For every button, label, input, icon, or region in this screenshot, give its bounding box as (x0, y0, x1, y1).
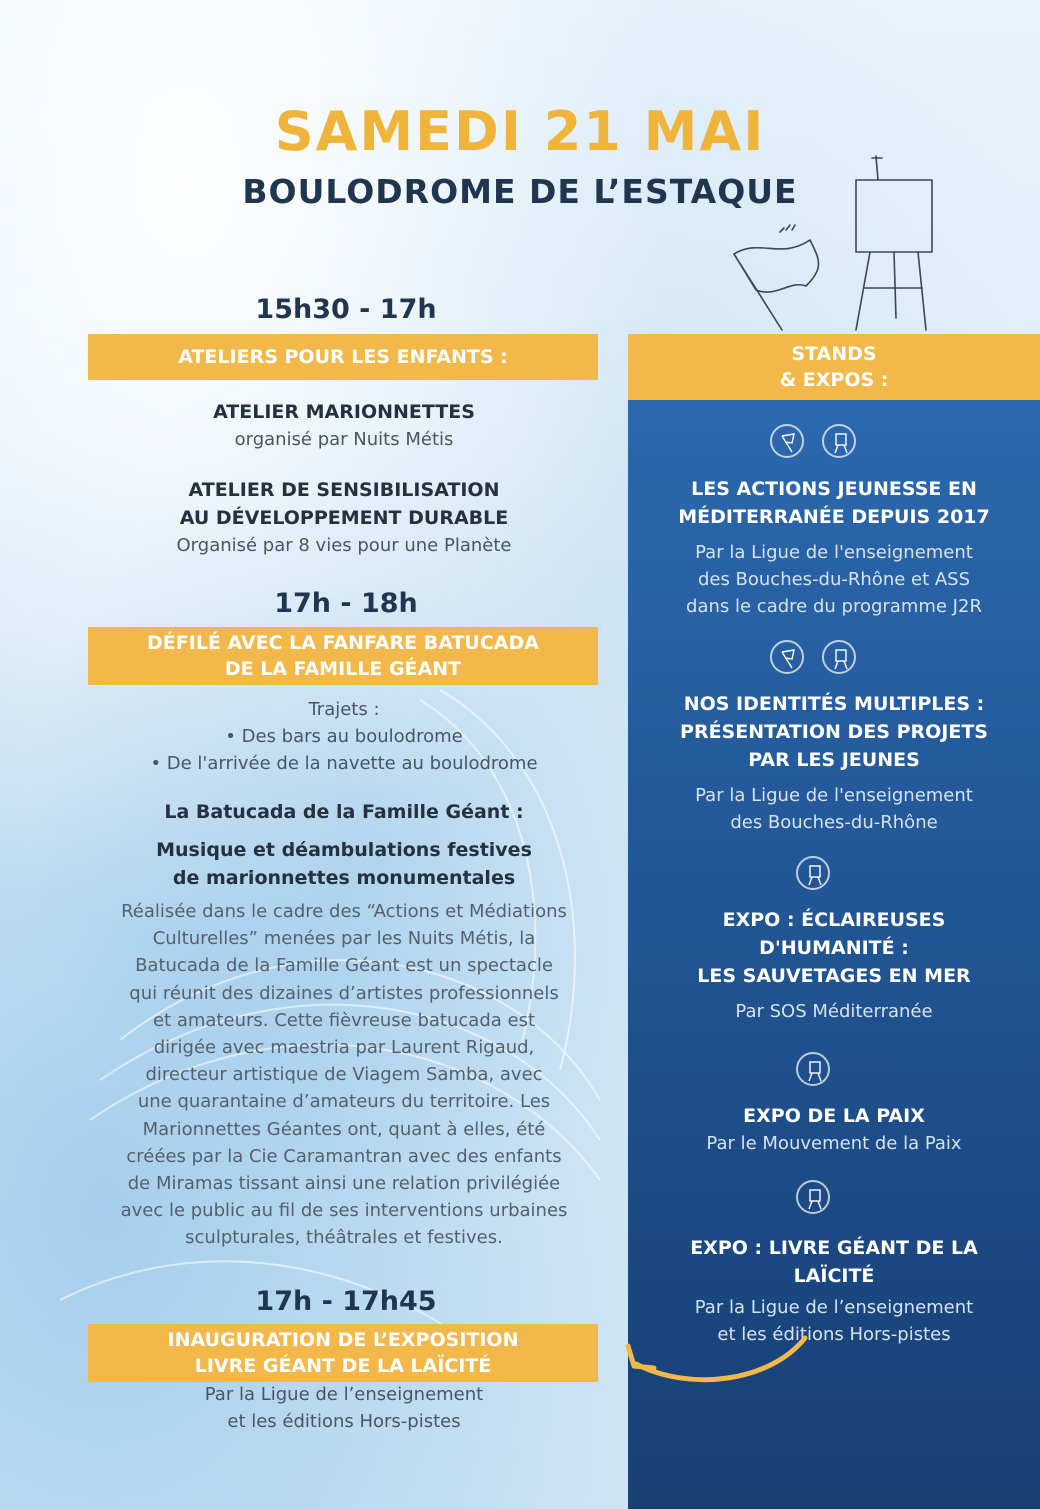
easel-icon (796, 856, 830, 890)
description-line: avec le public au fil de ses interventions urbaines (120, 1200, 568, 1222)
batucada-sub-line2: de marionnettes monumentales (172, 867, 516, 889)
section-band-ateliers: ATELIERS POUR LES ENFANTS : (88, 334, 598, 380)
venue-subtitle: BOULODROME DE L’ESTAQUE (242, 172, 798, 211)
batucada-subheading (86, 836, 602, 892)
expo-title-line: PRÉSENTATION DES PROJETS (680, 721, 988, 743)
section-band-inauguration (88, 1324, 598, 1382)
description-line: Culturelles” menées par les Nuits Métis, la (152, 928, 536, 950)
batucada-heading (86, 798, 602, 826)
atelier-sensibilisation (86, 476, 602, 559)
atelier-organizer: organisé par Nuits Métis (234, 429, 454, 450)
description-line: Batucada de la Famille Géant est un spectacle (135, 955, 553, 977)
atelier-marionnettes (86, 398, 602, 453)
expo-item-4 (628, 1102, 1040, 1157)
trajet-item: • De l'arrivée de la navette au boulodrome (150, 753, 538, 774)
flag-icon (770, 424, 804, 458)
expo-organizer-line: Par la Ligue de l'enseignement (695, 542, 973, 563)
expo-organizer-line: Par la Ligue de l'enseignement (695, 785, 973, 806)
expo-organizer-line: dans le cadre du programme J2R (686, 596, 982, 617)
band-line2: DE LA FAMILLE GÉANT (224, 658, 462, 680)
description-line: et amateurs. Cette fièvreuse batucada est (152, 1009, 536, 1031)
expo-title-line: EXPO DE LA PAIX (743, 1105, 925, 1127)
expo-title-line: LES SAUVETAGES EN MER (697, 965, 971, 987)
expo-organizer-line: Par la Ligue de l’enseignement (694, 1297, 974, 1318)
trajet-item: • Des bars au boulodrome (225, 726, 463, 747)
description-line: Réalisée dans le cadre des “Actions et Médiations (121, 901, 567, 922)
page-title: SAMEDI 21 MAI (274, 100, 766, 163)
easel-icon (822, 424, 856, 458)
organizer-line2: et les éditions Hors-pistes (227, 1411, 461, 1432)
organizer-line1: Par la Ligue de l’enseignement (204, 1384, 484, 1405)
trajets-block (86, 696, 602, 777)
expo-title-line: MÉDITERRANÉE DEPUIS 2017 (678, 506, 990, 528)
description-line: dirigée avec maestria par Laurent Rigaud, (153, 1037, 535, 1059)
time-slot-3: 17h - 17h45 (255, 1286, 437, 1317)
batucada-description (86, 898, 602, 1252)
easel-icon (822, 640, 856, 674)
expo-title-line: EXPO : LIVRE GÉANT DE LA (690, 1237, 978, 1259)
expo-title-line: LES ACTIONS JEUNESSE EN (691, 478, 977, 500)
batucada-title: La Batucada de la Famille Géant : (164, 801, 524, 823)
expo-organizer-line: Par le Mouvement de la Paix (706, 1133, 962, 1154)
expo-title-line: PAR LES JEUNES (748, 749, 920, 771)
band-line2: & EXPOS : (779, 369, 889, 391)
expo-title-line: D'HUMANITÉ : (759, 937, 909, 959)
description-line: directeur artistique de Viagem Samba, avec (145, 1064, 543, 1086)
section-band-stands (628, 334, 1040, 400)
band-line1: INAUGURATION DE L’EXPOSITION (167, 1329, 519, 1351)
expo-title-line: EXPO : ÉCLAIREUSES (722, 909, 946, 931)
atelier-title-line2: AU DÉVELOPPEMENT DURABLE (179, 507, 509, 529)
expo-item-1 (628, 475, 1040, 620)
expo-item-3 (628, 906, 1040, 1025)
easel-icon (796, 1180, 830, 1214)
section-band-defile (88, 627, 598, 685)
flag-easel-illustration (720, 150, 960, 335)
easel-icon (796, 1052, 830, 1086)
curved-arrow-icon (600, 1320, 830, 1400)
description-line: de Miramas tissant ainsi une relation privilégiée (127, 1173, 561, 1195)
atelier-title: ATELIER MARIONNETTES (213, 401, 475, 423)
batucada-sub-line1: Musique et déambulations festives (156, 839, 532, 861)
atelier-title-line1: ATELIER DE SENSIBILISATION (188, 479, 500, 501)
description-line: créées par la Cie Caramantran avec des enfants (126, 1145, 562, 1167)
expo-organizer-line: des Bouches-du-Rhône et ASS (697, 569, 971, 590)
flag-icon (770, 640, 804, 674)
atelier-organizer: Organisé par 8 vies pour une Planète (176, 535, 512, 556)
description-line: une quarantaine d’amateurs du territoire. Les (137, 1091, 551, 1113)
band-line1: DÉFILÉ AVEC LA FANFARE BATUCADA (147, 632, 539, 654)
expo-title-line: NOS IDENTITÉS MULTIPLES : (683, 693, 985, 715)
expo-organizer-line: des Bouches-du-Rhône (730, 812, 938, 833)
inauguration-organizer (86, 1381, 602, 1435)
expo-title-line: LAÏCITÉ (793, 1265, 875, 1287)
description-line: qui réunit des dizaines d’artistes professionnels (129, 982, 559, 1004)
expo-item-2 (628, 690, 1040, 836)
expo-organizer-line: et les éditions Hors-pistes (717, 1324, 951, 1345)
expo-organizer-line: Par SOS Méditerranée (735, 1001, 933, 1022)
trajets-label: Trajets : (308, 699, 380, 720)
description-line: Marionnettes Géantes ont, quant à elles, été (142, 1118, 546, 1140)
band-line1: STANDS (791, 343, 877, 365)
description-line: sculpturales, théâtrales et festives. (185, 1227, 503, 1249)
time-slot-2: 17h - 18h (274, 588, 418, 619)
time-slot-1: 15h30 - 17h (255, 294, 437, 325)
band-line2: LIVRE GÉANT DE LA LAÏCITÉ (194, 1355, 492, 1377)
